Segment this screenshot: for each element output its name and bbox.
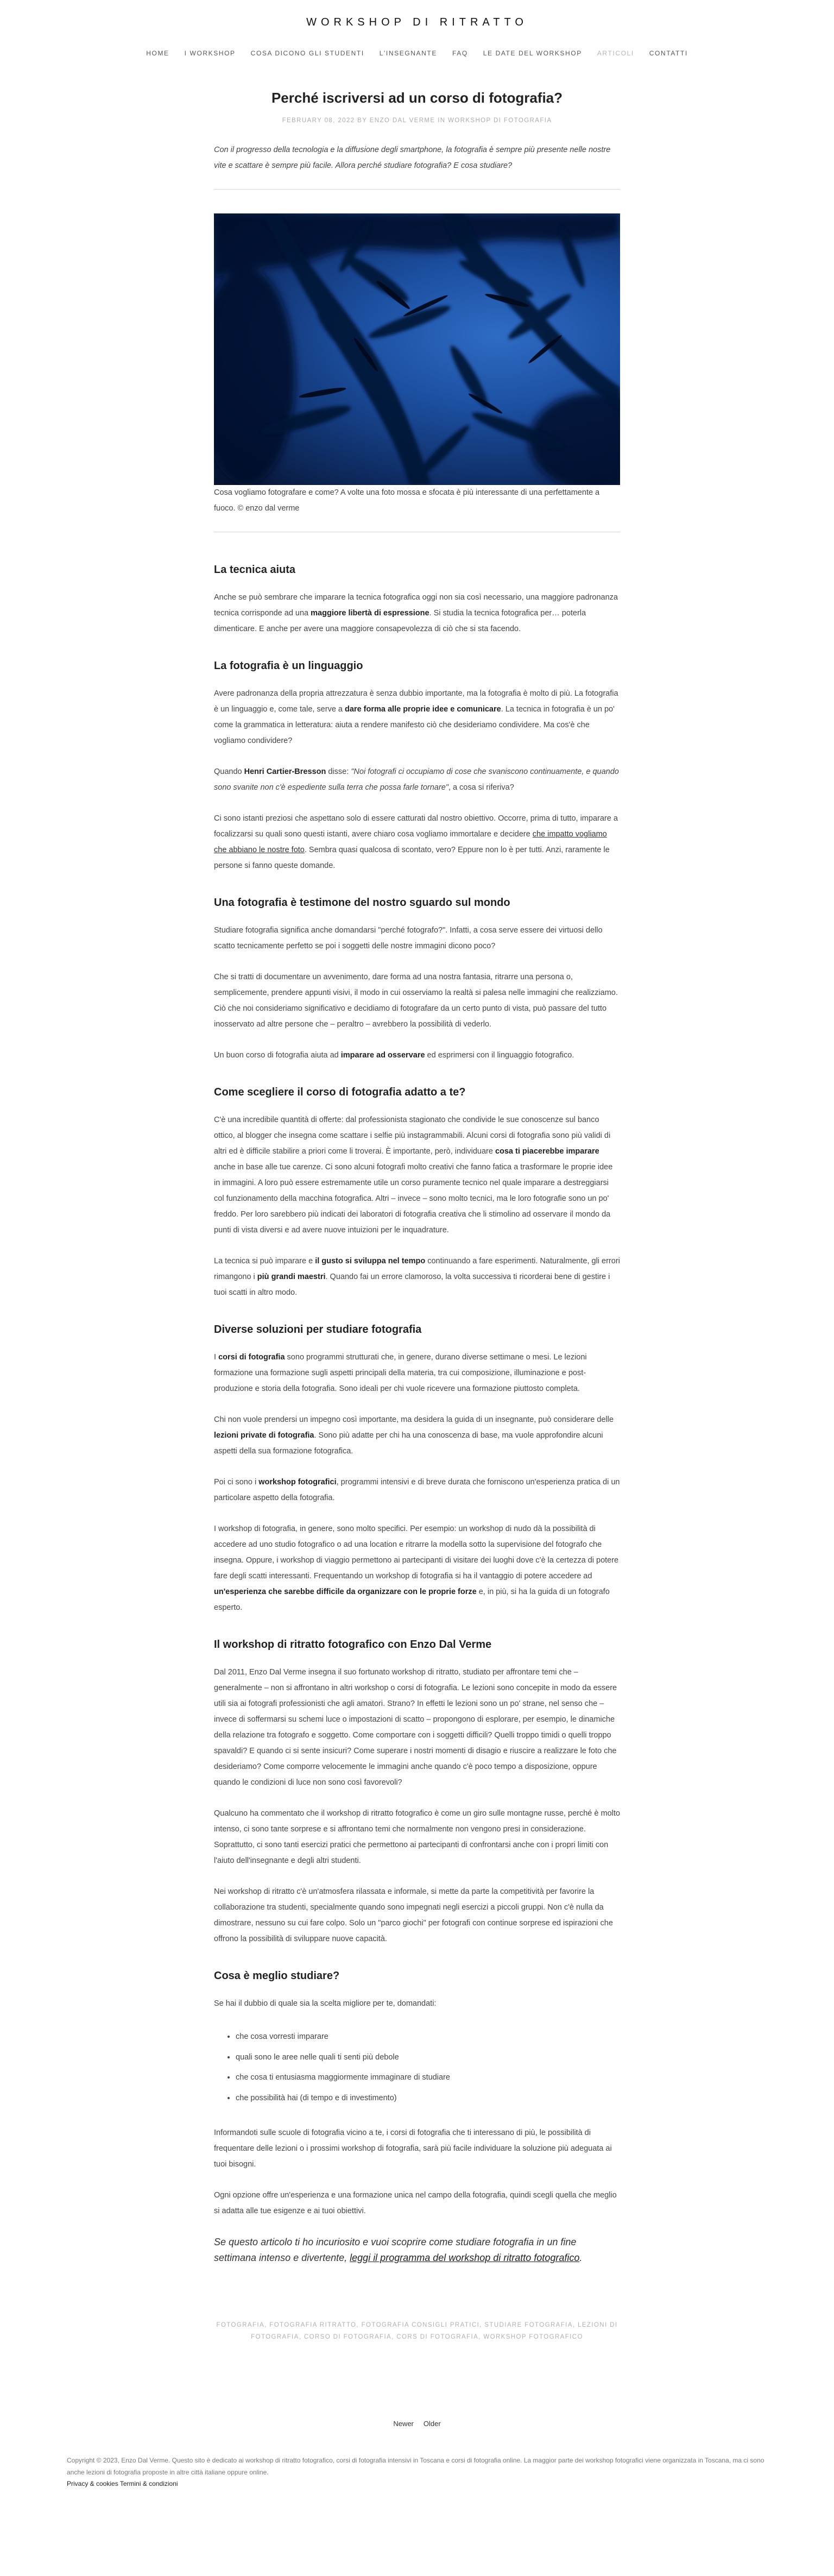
tags-line[interactable]: FOTOGRAFIA, CORSO DI FOTOGRAFIA, CORS DI FOTOGRAFIA, WORKSHOP FOTOGRAFICO — [251, 2334, 583, 2341]
closing-paragraph: Se questo articolo ti ho incuriosito e vuoi scoprire come studiare fotografia in un fine settimana intenso e divertente, leggi il programma del workshop di ritratto fotografico. — [214, 2236, 583, 2263]
section-heading: La fotografia è un linguaggio — [214, 660, 363, 672]
image-caption: Cosa vogliamo fotografare e come? A volte una foto mossa e sfocata è più interessante di una perfettamente a fuoco. © enzo dal verme — [214, 488, 600, 513]
paragraph: Dal 2011, Enzo Dal Verme insegna il suo fortunato workshop di ritratto, studiato per affrontare temi che – generalmente – non si affrontano in altri workshop o corsi di fotografia. Le lezioni sono concepite in modo da essere utili sia ai fotografi professionisti che agli amatori. Strano? In effetti le lezioni sono un po' strane, nel senso che – invece di soffermarsi su schemi luce o impostazioni di scatto – propongono di esplorare, per esempio, le dinamiche della relazione tra fotografo e soggetto. Come comportare con i soggetti difficili? Quelli troppo timidi o quelli troppo spavaldi? E quando ci si sente insicuri? Come superare i nostri momenti di disagio e riuscire a realizzare le foto che desideriamo? Come comporre velocemente le immagini anche quando c'è poco tempo a disposizione, oppure quando le condizioni di luce non sono così favorevoli? — [214, 1668, 617, 1787]
lead-paragraph: Con il progresso della tecnologia e la diffusione degli smartphone, la fotografia è sempre più presente nelle nostre vite e scattare è sempre più facile. Allora perché studiare fotografia? E cosa studiare? — [214, 146, 611, 171]
paragraph: Un buon corso di fotografia aiuta ad imparare ad osservare ed esprimersi con il linguaggio fotografico. — [214, 1051, 574, 1060]
list-item: • che cosa vorresti imparare — [236, 2027, 620, 2048]
paragraph: Anche se può sembrare che imparare la tecnica fotografica oggi non sia così necessario, una maggiore padronanza tecnica corrisponde ad una maggiore libertà di espressione. Si studia la tecnica fotografica per… poterla dimenticare. E anche per avere una maggiore consapevolezza di ciò che si sta facendo. — [214, 593, 618, 634]
paragraph: Nei workshop di ritratto c'è un'atmosfera rilassata e informale, si mette da parte la competitività per favorire la collaborazione tra studenti, specialmente quando sono impegnati negli esercizi a piccoli gruppi. Non c'è nulla da dimostrare, nessuno su cui fare colpo. Solo un "parco giochi" per fotografi con continue sorprese ed ispirazioni che offrono la possibilità di sviluppare nuove capacità. — [214, 1887, 613, 1944]
workshop-program-link[interactable]: leggi il programma del workshop di ritratto fotografico — [350, 2252, 580, 2263]
paragraph: Che si tratti di documentare un avvenimento, dare forma ad una nostra fantasia, ritrarre una persona o, semplicemente, prendere appunti visivi, il modo in cui osserviamo la realtà si palesa nelle immagini che realizziamo. Ciò che noi consideriamo significativo e decidiamo di fotografare da un certo punto di vista, può passare del tutto inosservato ad altre persone che – peraltro – avrebbero la possibilità di vederlo. — [214, 973, 618, 1029]
paragraph: Informandoti sulle scuole di fotografia vicino a te, i corsi di fotografia che ti interessano di più, le possibilità di frequentare delle lezioni o i prossimi workshop di fotografia, sarà più facile individuare la soluzione più adeguata ai tuoi bisogni. — [214, 2128, 612, 2169]
paragraph: Qualcuno ha commentato che il workshop di ritratto fotografico è come un giro sulle montagne russe, perché è molto intenso, ci sono tante sorprese e si affrontano temi che normalmente non vengono presi in considerazione. Soprattutto, ci sono tanti esercizi pratici che permettono ai partecipanti di confrontarsi anche con i propri limiti con l'aiuto dell'insegnante e degli altri studenti. — [214, 1809, 620, 1866]
nav-home[interactable]: HOME — [146, 49, 169, 57]
author-link[interactable]: ENZO DAL VERME — [369, 117, 435, 124]
nav-contacts[interactable]: CONTATTI — [649, 49, 688, 57]
copyright-text: Copyright © 2023, Enzo Dal Verme. Questo sito è dedicato ai workshop di ritratto fotografico, corsi di fotografia intensivi in Toscana e corsi di fotografia online. La maggior parte dei workshop fotografici viene organizzata in Toscana, ma ci sono anche lezioni di fotografia proposte in altre città italiane oppure online. — [67, 2457, 764, 2476]
paragraph: Poi ci sono i workshop fotografici, programmi intensivi e di breve durata che forniscono un'esperienza pratica di un particolare aspetto della fotografia. — [214, 1478, 620, 1503]
article — [214, 89, 620, 2344]
site-header — [0, 0, 834, 57]
paragraph: Ci sono istanti preziosi che aspettano solo di essere catturati dal nostro obiettivo. Occorre, prima di tutto, imparare a focalizzarsi su quali sono questi istanti, avere chiaro cosa vogliamo immortalare e decidere che impatto vogliamo che abbiano le nostre foto. Sembra quasi qualcosa di scontato, vero? Eppure non lo è per tutti. Anzi, raramente le persone si fanno queste domande. — [214, 814, 618, 871]
main-nav — [0, 49, 834, 57]
divider — [214, 189, 620, 190]
meta-by: BY — [357, 117, 368, 124]
nav-dates[interactable]: LE DATE DEL WORKSHOP — [483, 49, 582, 57]
paragraph: Chi non vuole prendersi un impegno così importante, ma desidera la guida di un insegnante, può considerare delle lezioni private di fotografia. Sono più adatte per chi ha una conoscenza di base, ma vuole approfondire alcuni aspetti della sua formazione fotografica. — [214, 1415, 614, 1456]
page-title: Perché iscriversi ad un corso di fotografia? — [271, 90, 563, 106]
older-link[interactable]: Older — [423, 2420, 441, 2428]
post-date: FEBRUARY 08, 2022 — [282, 117, 355, 124]
paragraph: Se hai il dubbio di quale sia la scelta migliore per te, domandati: — [214, 1999, 437, 2008]
list-item: • che cosa ti entusiasma maggiormente immaginare di studiare — [236, 2068, 620, 2088]
post-meta — [214, 117, 620, 124]
nav-teacher[interactable]: L'INSEGNANTE — [379, 49, 437, 57]
section-heading: Il workshop di ritratto fotografico con Enzo Dal Verme — [214, 1639, 492, 1651]
post-tags — [214, 2320, 620, 2344]
footer-links — [67, 2478, 767, 2490]
paragraph: Quando Henri Cartier-Bresson disse: "Noi fotografi ci occupiamo di cose che svaniscono continuamente, e quando sono svanite non c'è espediente sulla terra che possa farle tornare", a cosa si riferiva? — [214, 767, 619, 792]
paragraph: La tecnica si può imparare e il gusto si sviluppa nel tempo continuando a fare esperimenti. Naturalmente, gli errori rimangono i più grandi maestri. Quando fai un errore clamoroso, la volta successiva ti ricorderai bene di gestire i tuoi scatti in altro modo. — [214, 1257, 620, 1298]
paragraph: I workshop di fotografia, in genere, sono molto specifici. Per esempio: un workshop di nudo dà la possibilità di accedere ad uno studio fotografico o ad una location e ritrarre la modella sotto la supervisione del fotografo che insegna. Oppure, i workshop di viaggio permettono ai partecipanti di visitare dei luoghi dove c'è la certezza di potere fare degli scatti interessanti. Frequentando un workshop di fotografia si ha il vantaggio di potere accedere ad un'esperienza che sarebbe difficile da organizzare con le proprie forze e, in più, si ha la guida di un fotografo esperto. — [214, 1525, 619, 1613]
site-footer — [67, 2455, 767, 2510]
category-link[interactable]: WORKSHOP DI FOTOGRAFIA — [448, 117, 552, 124]
section-heading: Una fotografia è testimone del nostro sguardo sul mondo — [214, 897, 510, 909]
privacy-link[interactable]: Privacy & cookies — [67, 2480, 118, 2488]
list-item: • quali sono le aree nelle quali ti senti più debole — [236, 2048, 620, 2068]
newer-link[interactable]: Newer — [393, 2420, 414, 2428]
tags-line[interactable]: FOTOGRAFIA, FOTOGRAFIA RITRATTO, FOTOGRAFIA CONSIGLI PRATICI, STUDIARE FOTOGRAFIA, LEZIONI DI — [216, 2322, 618, 2329]
blurred-leaves-photo — [214, 213, 620, 485]
section-heading: La tecnica aiuta — [214, 564, 296, 576]
meta-in: IN — [438, 117, 446, 124]
paragraph: C'è una incredibile quantità di offerte: dal professionista stagionato che condivide le sue conoscenze sul banco ottico, al blogger che insegna come scattare i selfie più instagrammabili. Alcuni corsi di fotografia sono più validi di altri ed è difficile stabilire a priori come li troverai. È importante, però, individuare cosa ti piacerebbe imparare anche in base alle tue carenze. Ci sono alcuni fotografi molto creativi che fanno fatica a trasformare le proprie idee in immagini. A loro può essere estremamente utile un corso puramente tecnico nel quale imparare a destreggiarsi col funzionamento della macchina fotografica. Altri – invece – sono molto tecnici, ma le loro fotografie sono un po' freddo. Per loro sarebbero più indicati dei laboratori di fotografia creativa che li stimolino ad osservare il mondo da punti di vista diversi e ad avere nuove intuizioni per le inquadrature. — [214, 1116, 613, 1235]
bullet-list — [214, 2027, 620, 2109]
nav-workshop[interactable]: I WORKSHOP — [184, 49, 236, 57]
inline-link[interactable]: che impatto vogliamo che abbiano le nostre foto — [214, 830, 607, 855]
list-item: • che possibilità hai (di tempo e di investimento) — [236, 2088, 620, 2109]
hero-photo — [214, 213, 620, 485]
terms-link[interactable]: Termini & condizioni — [119, 2480, 178, 2488]
paragraph: Ogni opzione offre un'esperienza e una formazione unica nel campo della fotografia, quindi scegli quella che meglio si adatta alle tue esigenze e ai tuoi obiettivi. — [214, 2190, 617, 2215]
section-heading: Cosa è meglio studiare? — [214, 1970, 340, 1982]
nav-articles[interactable]: ARTICOLI — [597, 49, 634, 57]
section-heading: Come scegliere il corso di fotografia adatto a te? — [214, 1086, 466, 1099]
section-heading: Diverse soluzioni per studiare fotografia — [214, 1324, 422, 1336]
nav-faq[interactable]: FAQ — [452, 49, 468, 57]
paragraph: Avere padronanza della propria attrezzatura è senza dubbio importante, ma la fotografia è molto di più. La fotografia è un linguaggio e, come tale, serve a dare forma alle proprie idee e comunicare. La tecnica in fotografia è un po' come la grammatica in letteratura: aiuta a rendere manifesto ciò che desideriamo condividere. Ma cos'è che vogliamo condividere? — [214, 689, 618, 746]
site-title-link[interactable]: WORKSHOP DI RITRATTO — [306, 16, 528, 28]
pagination — [0, 2420, 834, 2428]
paragraph: I corsi di fotografia sono programmi strutturati che, in genere, durano diverse settimane o mesi. Le lezioni formazione una formazione sugli aspetti principali della materia, tra cui composizione, illuminazione e post-produzione e storia della fotografia. Sono ideali per chi vuole ricevere una formazione piuttosto completa. — [214, 1353, 587, 1394]
paragraph: Studiare fotografia significa anche domandarsi "perché fotografo?". Infatti, a cosa serve essere dei virtuosi dello scatto tecnicamente perfetto se poi i soggetti delle nostre immagini dicono poco? — [214, 926, 603, 951]
nav-testimonials[interactable]: COSA DICONO GLI STUDENTI — [250, 49, 364, 57]
